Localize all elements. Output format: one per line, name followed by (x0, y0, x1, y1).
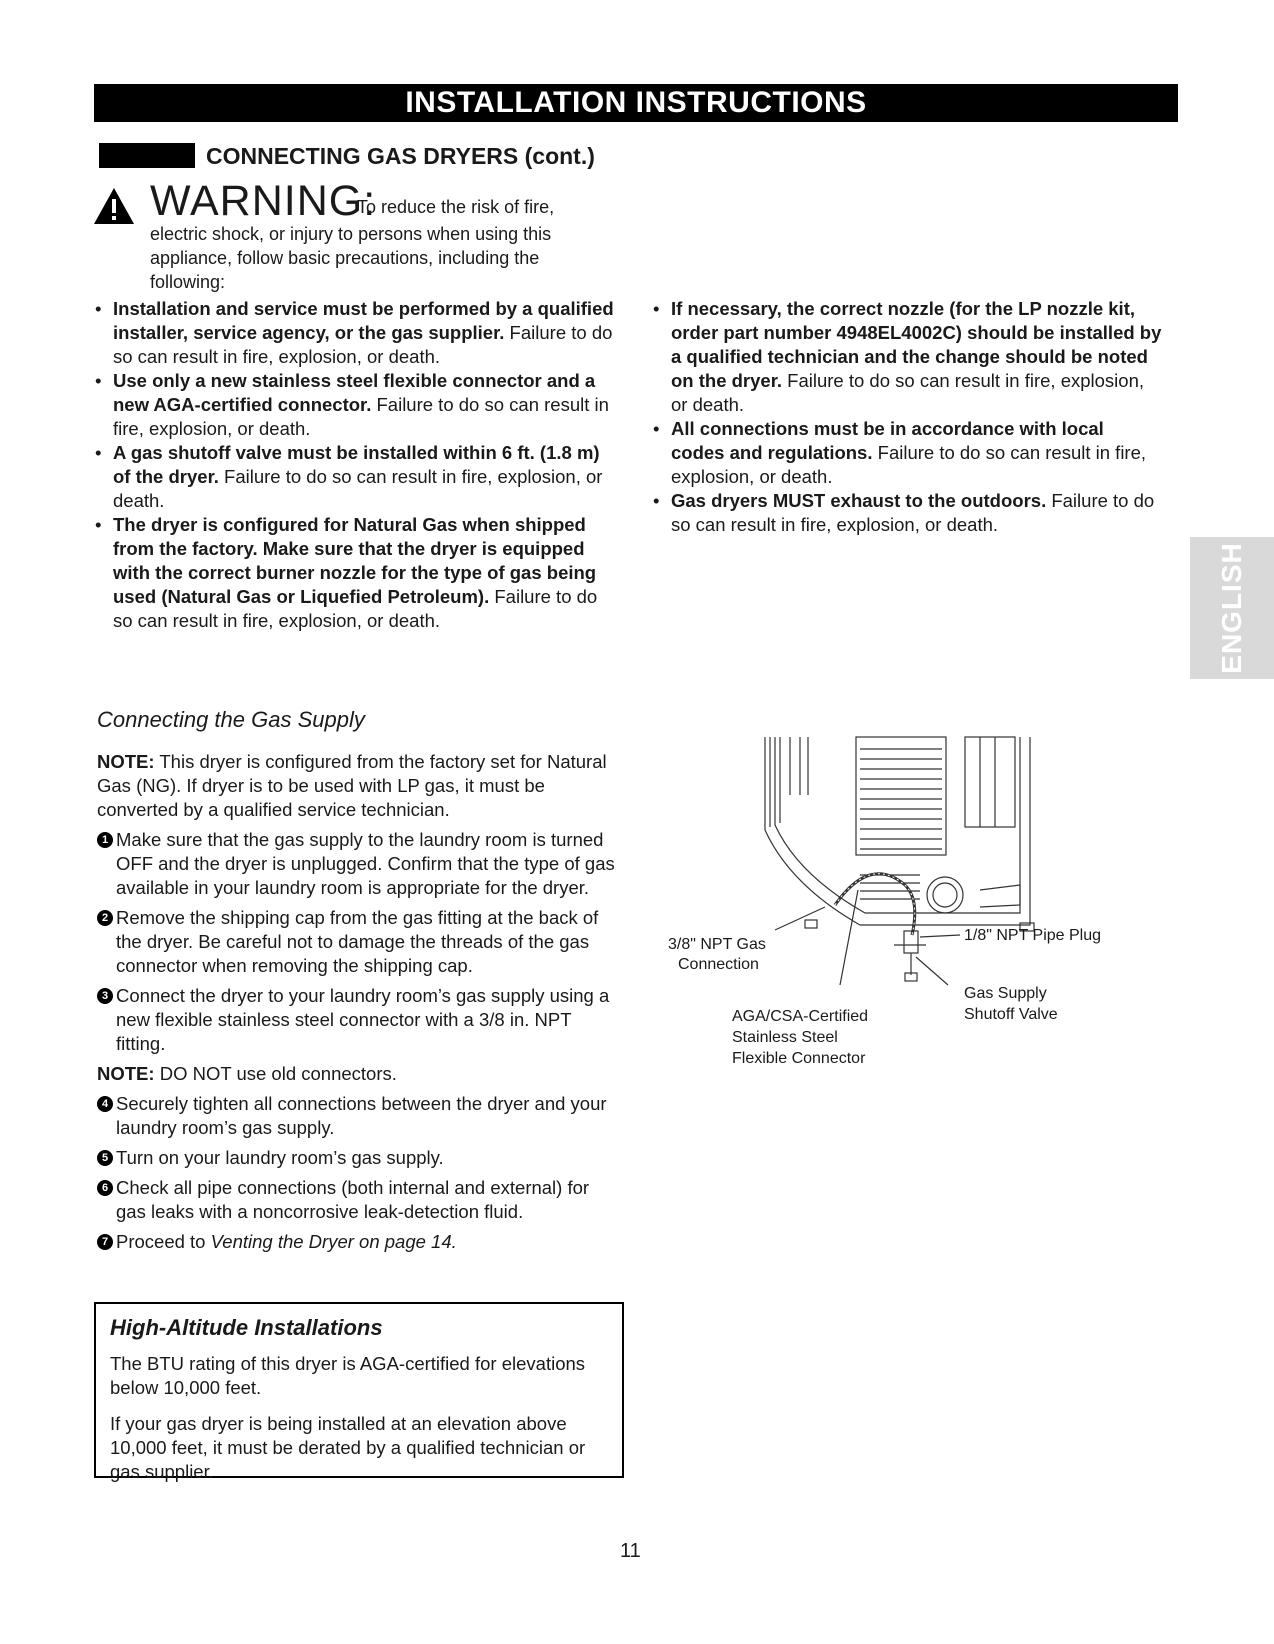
step-item: 6 Check all pipe connections (both internal and external) for gas leaks with a noncorrosive leak-detection fluid. (97, 1176, 617, 1224)
high-altitude-title: High-Altitude Installations (110, 1315, 383, 1340)
gas-supply-heading: Connecting the Gas Supply (97, 707, 365, 732)
step-item: 3 Connect the dryer to your laundry room’s gas supply using a new flexible stainless steel connector with a 3/8 in. NPT fitting. (97, 984, 617, 1056)
warning-text: electric shock, or injury to persons when using this appliance, follow basic precautions, including the following: (150, 224, 552, 292)
warning-bullets-left (94, 297, 614, 633)
section-marker (99, 143, 195, 168)
label-shutoff-line1: Gas Supply (964, 985, 1047, 1002)
bullet-item: • Use only a new stainless steel flexible connector and a new AGA-certified connector. Failure to do so can result in fire, explosion, or death. (95, 370, 609, 439)
high-altitude-box (94, 1302, 624, 1482)
bullet-item: • All connections must be in accordance with local codes and regulations. Failure to do so can result in fire, explosion, or death. (653, 418, 1147, 487)
bullet-item: • If necessary, the correct nozzle (for the LP nozzle kit, order part number 4948EL4002C) should be installed by a qualified technician and the change should be noted on the dryer. Failure to do so can result in fire, explosion, or death. (653, 298, 1162, 415)
step-number-icon: 7 (97, 1234, 113, 1250)
step-item: 5 Turn on your laundry room’s gas supply. (97, 1146, 617, 1170)
bullet-item: • A gas shutoff valve must be installed within 6 ft. (1.8 m) of the dryer. Failure to do so can result in fire, explosion, or death. (95, 442, 603, 511)
step-item: 4 Securely tighten all connections between the dryer and your laundry room’s gas supply. (97, 1092, 617, 1140)
page-number: 11 (620, 1540, 641, 1562)
warning-text-first: To reduce the risk of fire, (357, 197, 555, 217)
warning-bullets-right (652, 297, 1162, 537)
gas-supply-steps (97, 750, 617, 1260)
warning-triangle-icon (92, 186, 136, 226)
high-altitude-paragraph-1: The BTU rating of this dryer is AGA-certified for elevations below 10,000 feet. (110, 1353, 586, 1398)
note: NOTE: DO NOT use old connectors. (97, 1063, 397, 1084)
warning-heading: WARNING: (150, 177, 377, 225)
label-pipe-plug: 1/8" NPT Pipe Plug (964, 927, 1102, 944)
step-number-icon: 6 (97, 1180, 113, 1196)
step-number-icon: 4 (97, 1096, 113, 1112)
label-shutoff-line2: Shutoff Valve (964, 1006, 1058, 1023)
language-tab (1190, 537, 1274, 679)
step-item: 1 Make sure that the gas supply to the laundry room is turned OFF and the dryer is unplugged. Confirm that the type of gas available in your laundry room is appropriate for the dryer. (97, 828, 617, 900)
gas-connection-diagram (668, 735, 1150, 1135)
step-number-icon: 3 (97, 988, 113, 1004)
step-item: 2 Remove the shipping cap from the gas fitting at the back of the dryer. Be careful not to damage the threads of the gas connector when removing the shipping cap. (97, 906, 617, 978)
bullet-item: • The dryer is configured for Natural Gas when shipped from the factory. Make sure that the dryer is equipped with the correct burner nozzle for the type of gas being used (Natural Gas or Liquefied Petroleum). Failure to do so can result in fire, explosion, or death. (95, 514, 598, 631)
label-npt-gas-line2: Connection (678, 956, 759, 973)
label-connector-line2: Stainless Steel (732, 1029, 838, 1046)
bullet-item: • Installation and service must be performed by a qualified installer, service agency, or the gas supplier. Failure to do so can result in fire, explosion, or death. (95, 298, 614, 367)
step-number-icon: 5 (97, 1150, 113, 1166)
note: NOTE: This dryer is configured from the factory set for Natural Gas (NG). If dryer is to be used with LP gas, it must be converted by a qualified service technician. (97, 751, 607, 820)
label-npt-gas-line1: 3/8" NPT Gas (668, 936, 766, 953)
step-number-icon: 2 (97, 910, 113, 926)
label-connector-line1: AGA/CSA-Certified (732, 1008, 869, 1025)
language-tab-label: ENGLISH (1216, 542, 1247, 674)
section-title: CONNECTING GAS DRYERS (cont.) (206, 143, 595, 169)
label-connector-line3: Flexible Connector (732, 1050, 866, 1067)
high-altitude-paragraph-2: If your gas dryer is being installed at an elevation above 10,000 feet, it must be derated by a qualified technician or gas supplier. (110, 1413, 586, 1482)
dryer-back-illustration (765, 737, 1034, 985)
step-number-icon: 1 (97, 832, 113, 848)
bullet-item: • Gas dryers MUST exhaust to the outdoors. Failure to do so can result in fire, explosion, or death. (653, 490, 1155, 535)
step-item: 7 Proceed to Venting the Dryer on page 14. (97, 1230, 617, 1254)
page-header: INSTALLATION INSTRUCTIONS (94, 84, 1178, 122)
